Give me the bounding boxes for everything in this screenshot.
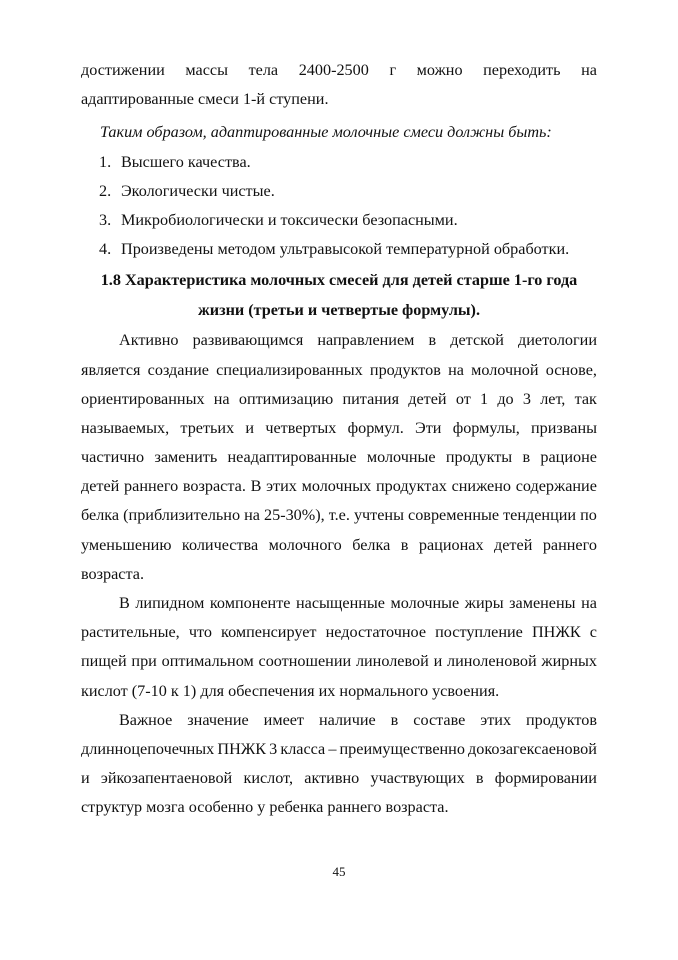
list-item — [81, 177, 597, 206]
word: компенсирует — [221, 623, 317, 642]
word: и — [245, 418, 255, 437]
text-line — [81, 647, 597, 676]
list-item-number: 1. — [99, 152, 112, 171]
word: формировании — [494, 769, 597, 788]
list-item-number: 4. — [99, 240, 112, 259]
word: направлением — [317, 331, 415, 350]
word: растительные, — [81, 623, 180, 642]
word: количества — [181, 535, 259, 554]
word: В — [119, 594, 130, 612]
word: ПНЖК — [531, 623, 581, 642]
word: молочной — [471, 360, 539, 379]
word: преимущественно — [339, 739, 465, 758]
word: компоненте — [209, 594, 291, 612]
word: – — [328, 739, 337, 758]
word: создание — [147, 360, 209, 379]
word: в — [428, 331, 437, 350]
word: специализированных — [216, 360, 363, 379]
word: линолевой — [355, 652, 429, 671]
word: питания — [342, 389, 400, 408]
word: детей — [494, 535, 533, 554]
word: недостаточное — [325, 623, 426, 642]
word: имеет — [263, 710, 305, 729]
word: с — [589, 623, 597, 642]
requirements-list — [81, 148, 597, 265]
word: рационе — [540, 448, 597, 467]
text-line: кислот (7-10 к 1) для обеспечения их нормального усвоения. — [81, 681, 500, 700]
word: детской — [450, 331, 504, 350]
word: наличие — [318, 710, 376, 729]
word: В — [250, 477, 262, 496]
section-heading-line: жизни (третьи и четвертые формулы). — [198, 300, 480, 319]
word: раннего — [124, 477, 179, 496]
word: ориентированных — [81, 389, 205, 408]
word: продуктах — [375, 477, 447, 496]
word: лет, — [540, 389, 566, 408]
word: переходить — [483, 61, 561, 79]
list-item-text: Экологически чистые. — [121, 181, 275, 200]
word: неадаптированные — [227, 448, 357, 467]
text-line — [81, 356, 597, 385]
document-page — [81, 56, 597, 823]
word: кислот, — [243, 769, 294, 788]
list-item — [81, 206, 597, 235]
word: тела — [248, 61, 279, 79]
text-line — [81, 443, 597, 472]
list-item-text: Высшего качества. — [121, 152, 251, 171]
word: учтены — [353, 506, 404, 525]
word: в — [475, 769, 484, 788]
word: на — [448, 360, 464, 379]
word: является — [81, 360, 141, 379]
word: до — [497, 389, 514, 408]
word: длинноцепочечных — [81, 739, 215, 758]
word: частично — [81, 448, 145, 467]
text-line — [81, 472, 597, 501]
word: пищей — [81, 652, 127, 671]
word: раннего — [542, 535, 597, 554]
text-line — [81, 326, 597, 355]
list-item — [81, 235, 597, 264]
word: заменить — [154, 448, 218, 467]
word: этих — [266, 477, 297, 496]
word: соотношении — [258, 652, 352, 671]
word: тенденции — [503, 506, 577, 525]
list-item-number: 3. — [99, 210, 112, 229]
text-line: возраста. — [81, 564, 144, 583]
word: на — [244, 506, 260, 525]
text-line — [81, 735, 597, 764]
text-line — [81, 706, 597, 735]
text-line — [81, 56, 597, 85]
word: Активно — [119, 331, 179, 350]
section-heading-line: 1.8 Характеристика молочных смесей для детей старше 1-го года — [100, 271, 578, 290]
word: возраста. — [182, 477, 246, 496]
word: продуктов — [526, 710, 597, 729]
list-intro: Таким образом, адаптированные молочные смеси должны быть: — [100, 123, 552, 142]
word: составе — [413, 710, 466, 729]
word: поступление — [435, 623, 523, 642]
word: при — [131, 652, 157, 671]
text-line — [81, 589, 597, 618]
word: в — [400, 535, 409, 554]
word: по — [580, 506, 597, 525]
word: 1 — [480, 389, 489, 408]
word: снижено — [451, 477, 511, 496]
text-line — [81, 385, 597, 414]
word: заменены — [509, 594, 576, 612]
word: г — [389, 61, 397, 79]
word: развивающимся — [192, 331, 304, 350]
word: значение — [187, 710, 249, 729]
word: т.е. — [328, 506, 350, 525]
paragraph-lipids — [81, 589, 597, 706]
word: и — [81, 769, 90, 788]
word: детей — [81, 477, 120, 496]
list-item-text: Произведены методом ультравысокой температурной обработки. — [121, 240, 570, 259]
list-item-text: Микробиологически и токсически безопасными. — [121, 210, 458, 229]
text-line: адаптированные смеси 1-й ступени. — [81, 90, 329, 109]
word: формул. — [347, 418, 404, 437]
text-line — [81, 618, 597, 647]
word: липидном — [135, 594, 205, 612]
word: 3 — [522, 389, 531, 408]
text-line: структур мозга особенно у ребенка раннего возраста. — [81, 798, 449, 817]
text-line — [81, 531, 597, 560]
word: содержание — [515, 477, 597, 496]
word: на — [581, 594, 597, 612]
word: эйкозапентаеновой — [100, 769, 233, 788]
word: диетологии — [518, 331, 597, 350]
word: от — [455, 389, 471, 408]
word: рационах — [418, 535, 484, 554]
word: на — [581, 61, 597, 79]
text-line — [81, 414, 597, 443]
top-paragraph — [81, 56, 597, 114]
word: активно — [304, 769, 360, 788]
word: уменьшению — [81, 535, 172, 554]
word: жиры — [464, 594, 504, 612]
word: в — [390, 710, 399, 729]
word: ПНЖК — [217, 739, 267, 758]
word: массы — [185, 61, 228, 79]
word: участвующих — [370, 769, 465, 788]
word: современные — [408, 506, 500, 525]
word: оптимизацию — [238, 389, 334, 408]
word: на — [213, 389, 230, 408]
word: 25-30%), — [264, 506, 325, 525]
word: класса — [280, 739, 326, 758]
list-item-number: 2. — [99, 181, 112, 200]
word: Эти — [415, 418, 442, 437]
word: белка — [81, 506, 120, 525]
word: называемых, — [81, 418, 170, 437]
paragraph-pufa — [81, 706, 597, 823]
word: жирных — [541, 652, 597, 671]
paragraph-dietology — [81, 326, 597, 589]
word: молочных — [301, 477, 372, 496]
section-heading — [81, 266, 597, 325]
word: насыщенные — [296, 594, 385, 612]
word: в — [522, 448, 531, 467]
word: линоленовой — [447, 652, 537, 671]
word: молочного — [268, 535, 342, 554]
word: достижении — [81, 61, 165, 79]
word: Важное — [119, 710, 173, 729]
word: и — [433, 652, 443, 671]
word: что — [188, 623, 212, 642]
word: основе, — [545, 360, 597, 379]
word: 2400-2500 — [298, 61, 369, 79]
text-line — [81, 764, 597, 793]
word: молочные — [390, 594, 460, 612]
list-item — [81, 148, 597, 177]
word: призваны — [531, 418, 597, 437]
word: можно — [416, 61, 463, 79]
word: четвертых — [265, 418, 337, 437]
word: формулы, — [452, 418, 520, 437]
word: молочные — [366, 448, 436, 467]
word: продуктов — [369, 360, 441, 379]
word: оптимальном — [161, 652, 254, 671]
word: третьих — [180, 418, 235, 437]
word: так — [574, 389, 597, 408]
text-line — [81, 501, 597, 530]
word: продукты — [445, 448, 513, 467]
word: белка — [352, 535, 391, 554]
word: 3 — [269, 739, 278, 758]
word: докозагексаеновой — [468, 739, 597, 758]
word: детей — [408, 389, 447, 408]
page-number: 45 — [332, 864, 346, 879]
word: (приблизительно — [123, 506, 241, 525]
word: этих — [480, 710, 512, 729]
